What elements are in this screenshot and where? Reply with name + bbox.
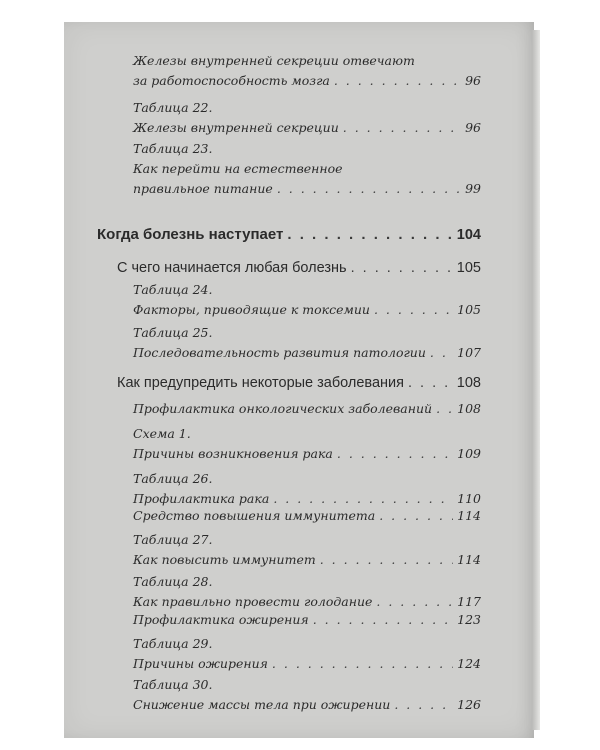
toc-entry-text: Таблица 25. [133,325,213,340]
toc-page-number: 126 [457,697,481,712]
toc-entry-text: Причины возникновения рака [133,446,333,461]
leader-dots [287,225,452,245]
toc-entry-text: правильное питание [133,181,273,196]
leader-dots [436,399,453,419]
toc-entry-text: Железы внутренней секреции отвечают [133,53,415,68]
toc-entry-text: Таблица 29. [133,636,213,651]
toc-entry [133,675,481,715]
toc-page-number: 109 [457,446,481,461]
page-edge [532,30,540,730]
toc-entry-text: Последовательность развития патологии [133,345,426,360]
toc-entry-text: Профилактика рака [133,491,270,506]
toc-page-number: 96 [465,73,481,88]
toc-entry-text: Таблица 26. [133,471,213,486]
toc-page-number: 123 [457,612,481,627]
toc-entry-text: Факторы, приводящие к токсемии [133,302,370,317]
toc-entry [133,506,481,526]
toc-entry-text: Как предупредить некоторые заболевания [117,375,404,391]
toc-page-number: 124 [457,656,481,671]
leader-dots [408,373,453,393]
toc-page-number: 96 [465,120,481,135]
toc-page-number: 105 [457,302,481,317]
toc-page-number: 105 [456,260,481,276]
toc-entry [133,98,481,138]
toc-page-number: 108 [457,401,481,416]
leader-dots [277,179,461,199]
toc-page-number: 114 [457,508,481,523]
toc-entry-text: Средство повышения иммунитета [133,508,376,523]
leader-dots [334,71,461,91]
toc-entry-text: за работоспособность мозга [133,73,330,88]
toc-entry [133,139,481,199]
toc-page-number: 104 [456,227,481,243]
toc-entry-text: Железы внутренней секреции [133,120,339,135]
toc-entry-text: Как повысить иммунитет [133,552,316,567]
toc-entry-text: Как правильно провести голодание [133,594,373,609]
toc-section-heading [117,258,481,278]
toc-page-number: 99 [465,181,481,196]
toc-entry [133,424,481,464]
leader-dots [351,258,453,278]
leader-dots [343,118,461,138]
toc-entry [133,280,481,320]
leader-dots [320,550,453,570]
toc-entry [133,469,481,509]
toc-entry-text: Схема 1. [133,426,191,441]
toc-entry-text: Таблица 27. [133,532,213,547]
toc-entry-text: Таблица 24. [133,282,213,297]
leader-dots [272,654,453,674]
toc-page-number: 110 [457,491,481,506]
toc-chapter-heading [97,225,481,245]
leader-dots [313,610,453,630]
toc-entry-text: Таблица 28. [133,574,213,589]
toc-entry-text: С чего начинается любая болезнь [117,260,347,276]
toc-section-heading [117,373,481,393]
leader-dots [379,506,453,526]
toc-entry [133,530,481,570]
toc-entry [133,51,481,91]
toc-entry [133,399,481,419]
toc-entry-text: Когда болезнь наступает [97,226,284,243]
leader-dots [394,695,453,715]
toc-page-number: 108 [456,375,481,391]
toc-entry-text: Причины ожирения [133,656,268,671]
toc-entry [133,323,481,363]
leader-dots [337,444,453,464]
toc-entry-text: Таблица 23. [133,141,213,156]
toc-page-number: 114 [457,552,481,567]
toc-entry-text: Снижение массы тела при ожирении [133,697,391,712]
toc-entry-text: Профилактика онкологических заболеваний [133,401,433,416]
toc-page-number: 117 [457,594,481,609]
toc-entry [133,634,481,674]
leader-dots [376,592,453,612]
toc-entry-text: Таблица 22. [133,100,213,115]
toc-page-number: 107 [457,345,481,360]
leader-dots [430,343,453,363]
toc-entry [133,572,481,612]
toc-entry-text: Профилактика ожирения [133,612,309,627]
toc-entry-text: Как перейти на естественное [133,161,343,176]
toc-entry [133,610,481,630]
toc-entry-text: Таблица 30. [133,677,213,692]
leader-dots [374,300,453,320]
